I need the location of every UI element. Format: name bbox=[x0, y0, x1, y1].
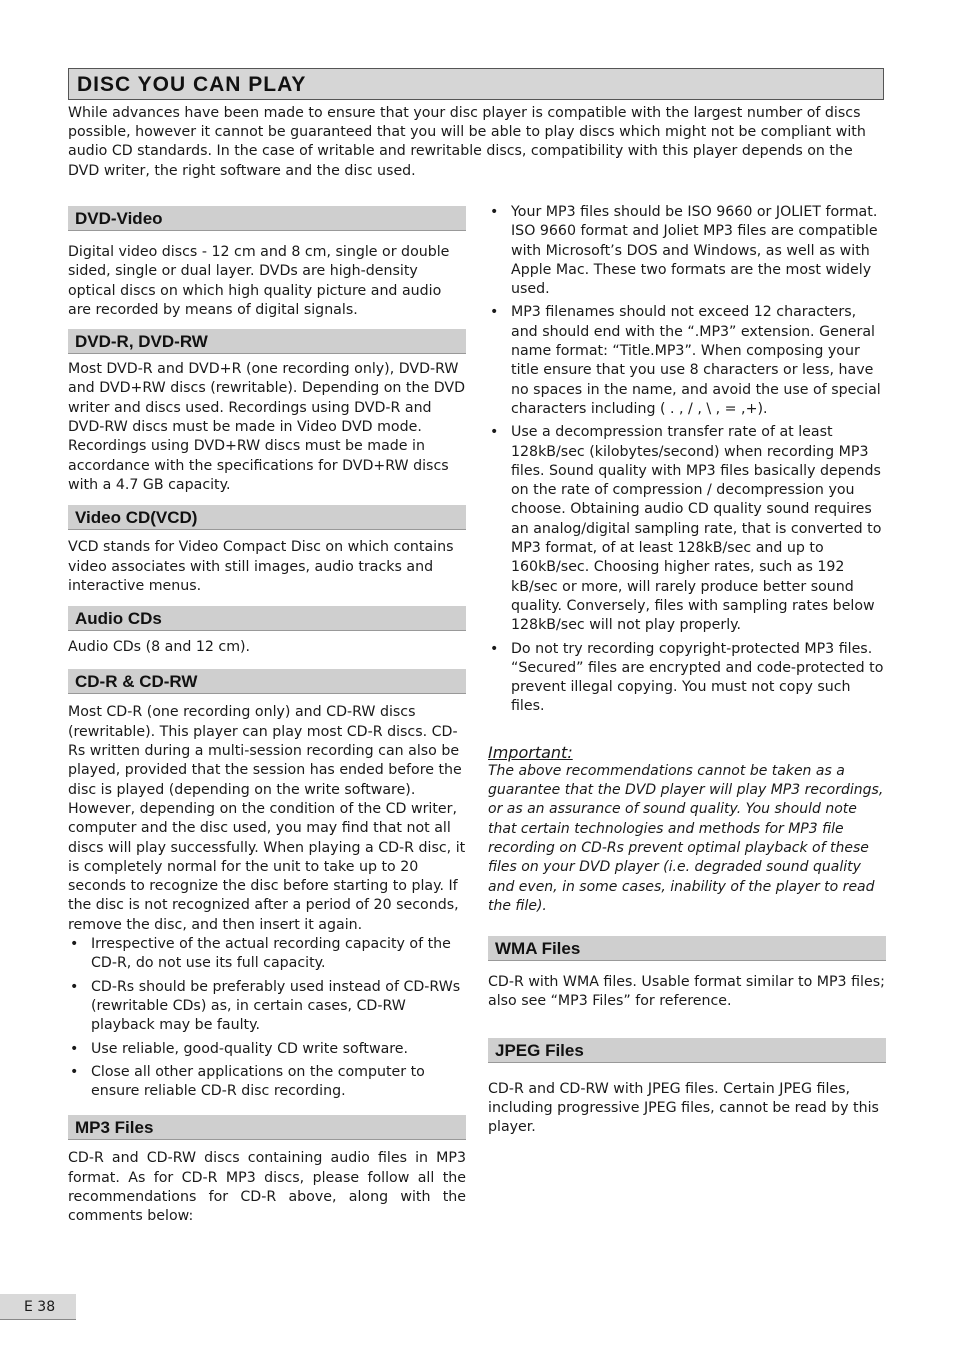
list-item: • Use a decompression transfer rate of at least 128kB/sec (kilobytes/second) when recording MP3 files. Sound quality with MP3 files basically depends on the rate of compression / decompression you choose. Obtaining audio CD quality sound requires an analog/digital sampling rate, that is converted to MP3 format, of at least 128kB/sec and up to 160kB/sec. Choosing higher rates, such as 192 kB/sec or more, will rarely produce better sound quality. Conversely, files with sampling rates below 128kB/sec will not play properly. bbox=[488, 423, 886, 635]
dvd-r-text: Most DVD-R and DVD+R (one recording only), DVD-RW and DVD+RW discs (rewritable). Depending on the DVD writer and discs used. Recordings using DVD-R and DVD-RW discs must be made in Video DVD mode. Recordings using DVD+RW discs must be made in accordance with the specifications for DVD+RW discs with a 4.7 GB capacity. bbox=[68, 361, 466, 493]
jpeg-heading: JPEG Files bbox=[488, 1038, 886, 1063]
dvd-video-heading: DVD-Video bbox=[68, 206, 466, 231]
list-item: • MP3 filenames should not exceed 12 characters, and should end with the “.MP3” extension. General name format: “Title.MP3”. When composing your title ensure that you use 8 characters or less, have no spaces in the name, and avoid the use of special characters including ( . , / , \ , = ,+). bbox=[488, 303, 886, 419]
vcd-heading: Video CD(VCD) bbox=[68, 505, 466, 530]
page-number: E 38 bbox=[0, 1294, 76, 1320]
mp3-secured-note: “Secured” files are encrypted and code-protected to prevent illegal copying. You must not copy such files. bbox=[511, 659, 884, 715]
mp3-bullet-list bbox=[488, 203, 886, 717]
list-item bbox=[488, 640, 886, 717]
list-item: • Close all other applications on the computer to ensure reliable CD-R disc recording. bbox=[68, 1063, 466, 1102]
jpeg-text: CD-R and CD-RW with JPEG files. Certain JPEG files, including progressive JPEG files, cannot be read by this player. bbox=[488, 1080, 879, 1136]
wma-text: CD-R with WMA files. Usable format similar to MP3 files; also see “MP3 Files” for reference. bbox=[488, 974, 885, 1010]
page-title: DISC YOU CAN PLAY bbox=[68, 68, 884, 100]
intro-paragraph: While advances have been made to ensure that your disc player is compatible with the largest number of discs possible, however it cannot be guaranteed that you will be able to play discs which might not be compliant with audio CD standards. In the case of writable and rewritable discs, compatibility with this player depends on the DVD writer, the right software and the disc used. bbox=[68, 105, 866, 179]
left-column bbox=[68, 206, 466, 1227]
audio-cd-text: Audio CDs (8 and 12 cm). bbox=[68, 639, 251, 656]
dvd-video-text: Digital video discs - 12 cm and 8 cm, single or double sided, single or dual layer. DVDs are high-density optical discs on which high quality picture and audio are recorded by means of digital signals. bbox=[68, 244, 450, 318]
audio-cd-heading: Audio CDs bbox=[68, 606, 466, 631]
list-item: • Irrespective of the actual recording capacity of the CD-R, do not use its full capacity. bbox=[68, 935, 466, 974]
dvd-r-heading: DVD-R, DVD-RW bbox=[68, 329, 466, 354]
mp3-text: CD-R and CD-RW discs containing audio files in MP3 format. As for CD-R MP3 discs, please follow all the recommendations for CD-R above, along with the comments below: bbox=[68, 1150, 466, 1225]
cdr-bullet-list bbox=[68, 935, 466, 1101]
mp3-heading: MP3 Files bbox=[68, 1115, 466, 1140]
list-item: • Use reliable, good-quality CD write software. bbox=[68, 1040, 466, 1059]
right-column bbox=[488, 203, 886, 1138]
mp3-bullet-copyright: Do not try recording copyright-protected MP3 files. bbox=[511, 640, 873, 657]
cdr-text: Most CD-R (one recording only) and CD-RW discs (rewritable). This player can play most CD-R discs. CD-Rs written during a multi-session recording can also be played, provided that the session has ended before the disc is played (depending on the write software). However, depending on the condition of the CD writer, computer and the disc used, you may find that not all discs will play successfully. When playing a CD-R disc, it is completely normal for the unit to take up to 20 seconds to recognize the disc before starting to play. If the disc is not recognized after a period of 20 seconds, remove the disc, and then insert it again. bbox=[68, 704, 466, 933]
cdr-heading: CD-R & CD-RW bbox=[68, 669, 466, 694]
important-title: Important: bbox=[488, 742, 573, 762]
wma-heading: WMA Files bbox=[488, 936, 886, 961]
list-item: • CD-Rs should be preferably used instead of CD-RWs (rewritable CDs) as, in certain cases, CD-RW playback may be faulty. bbox=[68, 978, 466, 1036]
important-text: The above recommendations cannot be taken as a guarantee that the DVD player will play MP3 recordings, or as an assurance of sound quality. You should note that certain technologies and methods for MP3 file recording on CD-Rs prevent optimal playback of these files on your DVD player (i.e. degraded sound quality and even, in some cases, inability of the player to read the file). bbox=[488, 762, 884, 914]
vcd-text: VCD stands for Video Compact Disc on which contains video associates with still images, audio tracks and interactive menus. bbox=[68, 539, 454, 594]
list-item: • Your MP3 files should be ISO 9660 or JOLIET format. ISO 9660 format and Joliet MP3 files are compatible with Microsoft’s DOS and Windows, as well as with Apple Mac. These two formats are the most widely used. bbox=[488, 203, 886, 299]
